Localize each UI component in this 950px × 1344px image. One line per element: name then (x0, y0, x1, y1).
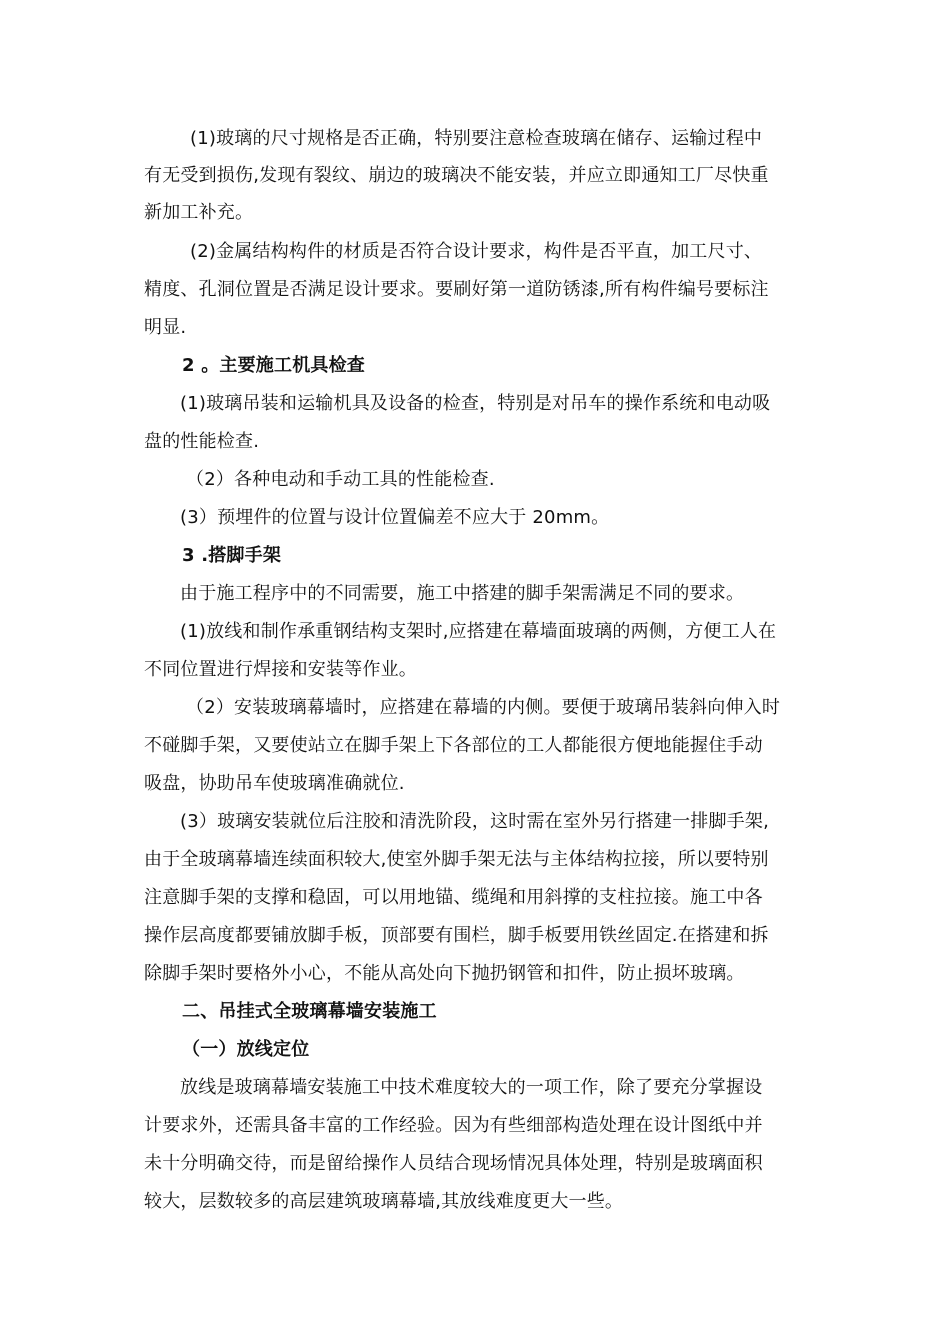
paragraph-line: 除脚手架时要格外小心，不能从高处向下抛扔钢管和扣件，防止损坏玻璃。 (144, 963, 745, 984)
paragraph-line: (3）玻璃安装就位后注胶和清洗阶段，这时需在室外另行搭建一排脚手架, (180, 811, 769, 832)
paragraph-line: 较大，层数较多的高层建筑玻璃幕墙,其放线难度更大一些。 (144, 1191, 624, 1212)
paragraph-line: 计要求外，还需具备丰富的工作经验。因为有些细部构造处理在设计图纸中并 (144, 1115, 763, 1136)
paragraph-line: 吸盘，协助吊车使玻璃准确就位. (144, 773, 405, 794)
section-heading: 3 .搭脚手架 (182, 545, 282, 566)
paragraph-line: 新加工补充。 (144, 202, 254, 223)
paragraph-line: （2）安装玻璃幕墙时，应搭建在幕墙的内侧。要便于玻璃吊装斜向伸入时 (186, 697, 781, 718)
paragraph-line: 精度、孔洞位置是否满足设计要求。要刷好第一道防锈漆,所有构件编号要标注 (144, 279, 769, 300)
paragraph-line: (1)玻璃吊装和运输机具及设备的检查，特别是对吊车的操作系统和电动吸 (180, 393, 771, 414)
paragraph-line: 有无受到损伤,发现有裂纹、崩边的玻璃决不能安装，并应立即通知工厂尽快重 (144, 165, 769, 186)
section-heading: 二、吊挂式全玻璃幕墙安装施工 (182, 1001, 437, 1022)
paragraph-line: (1)放线和制作承重钢结构支架时,应搭建在幕墙面玻璃的两侧，方便工人在 (180, 621, 777, 642)
subsection-heading: （一）放线定位 (182, 1039, 310, 1060)
paragraph-line: 注意脚手架的支撑和稳固，可以用地锚、缆绳和用斜撑的支柱拉接。施工中各 (144, 887, 763, 908)
paragraph-line: 由于全玻璃幕墙连续面积较大,使室外脚手架无法与主体结构拉接，所以要特别 (144, 849, 769, 870)
paragraph-line: (1)玻璃的尺寸规格是否正确，特别要注意检查玻璃在储存、运输过程中 (190, 128, 763, 149)
paragraph-line: (3）预埋件的位置与设计位置偏差不应大于 20mm。 (180, 507, 610, 528)
paragraph-line: (2)金属结构构件的材质是否符合设计要求，构件是否平直，加工尺寸、 (190, 241, 763, 262)
paragraph-line: 不碰脚手架，又要使站立在脚手架上下各部位的工人都能很方便地能握住手动 (144, 735, 763, 756)
section-heading: 2 。主要施工机具检查 (182, 355, 365, 376)
paragraph-line: 由于施工程序中的不同需要，施工中搭建的脚手架需满足不同的要求。 (180, 583, 745, 604)
paragraph-line: 放线是玻璃幕墙安装施工中技术难度较大的一项工作，除了要充分掌握设 (180, 1077, 763, 1098)
paragraph-line: 不同位置进行焊接和安装等作业。 (144, 659, 417, 680)
paragraph-line: 明显. (144, 317, 187, 338)
paragraph-line: 盘的性能检查. (144, 431, 260, 452)
paragraph-line: 未十分明确交待，而是留给操作人员结合现场情况具体处理，特别是玻璃面积 (144, 1153, 763, 1174)
paragraph-line: （2）各种电动和手动工具的性能检查. (186, 469, 495, 490)
paragraph-line: 操作层高度都要铺放脚手板，顶部要有围栏，脚手板要用铁丝固定.在搭建和拆 (144, 925, 769, 946)
